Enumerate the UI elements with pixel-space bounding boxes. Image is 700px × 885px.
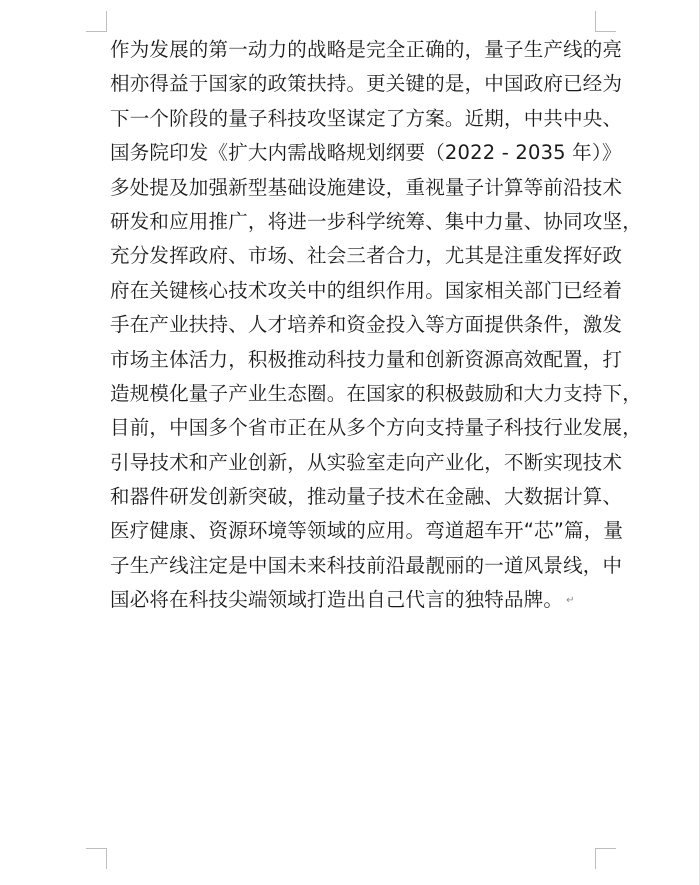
corner-mark-top-left <box>86 11 107 32</box>
text-line: 府在关键核心技术攻关中的组织作用。国家相关部门已经着 <box>110 278 623 302</box>
text-line-content: 国必将在科技尖端领域打造出自己代言的独特品牌。 <box>110 588 564 612</box>
text-line: 造规模化量子产业生态圈。在国家的积极鼓励和大力支持下， <box>110 381 642 405</box>
text-line-last <box>110 583 610 617</box>
text-line: 医疗健康、资源环境等领域的应用。弯道超车开“芯”篇，量 <box>110 519 624 543</box>
text-line: 作为发展的第一动力的战略是完全正确的，量子生产线的亮 <box>110 38 623 61</box>
text-line: 和器件研发创新突破，推动量子技术在金融、大数据计算、 <box>110 485 623 509</box>
corner-mark-bottom-right <box>595 848 616 869</box>
text-line: 研发和应用推广，将进一步科学统筹、集中力量、协同攻坚， <box>110 209 642 233</box>
text-line: 下一个阶段的量子科技攻坚谋定了方案。近期，中共中央、 <box>110 106 623 130</box>
corner-mark-top-right <box>595 11 616 32</box>
text-line: 市场主体活力，积极推动科技力量和创新资源高效配置，打 <box>110 347 623 371</box>
body-paragraph[interactable] <box>110 33 642 618</box>
text-line: 引导技术和产业创新，从实验室走向产业化，不断实现技术 <box>110 450 623 474</box>
text-line: 目前，中国多个省市正在从多个方向支持量子科技行业发展， <box>110 416 642 440</box>
text-line: 子生产线注定是中国未来科技前沿最靓丽的一道风景线，中 <box>110 553 623 577</box>
text-line: 多处提及加强新型基础设施建设，重视量子计算等前沿技术 <box>110 175 623 199</box>
text-line: 相亦得益于国家的政策扶持。更关键的是，中国政府已经为 <box>110 72 623 96</box>
paragraph-mark-icon: ↵ <box>566 594 575 606</box>
corner-mark-bottom-left <box>86 848 107 869</box>
text-line: 国务院印发《扩大内需战略规划纲要（2022 - 2035 年）》 <box>110 141 622 165</box>
text-line: 手在产业扶持、人才培养和资金投入等方面提供条件，激发 <box>110 313 623 337</box>
text-line: 充分发挥政府、市场、社会三者合力，尤其是注重发挥好政 <box>110 244 623 268</box>
